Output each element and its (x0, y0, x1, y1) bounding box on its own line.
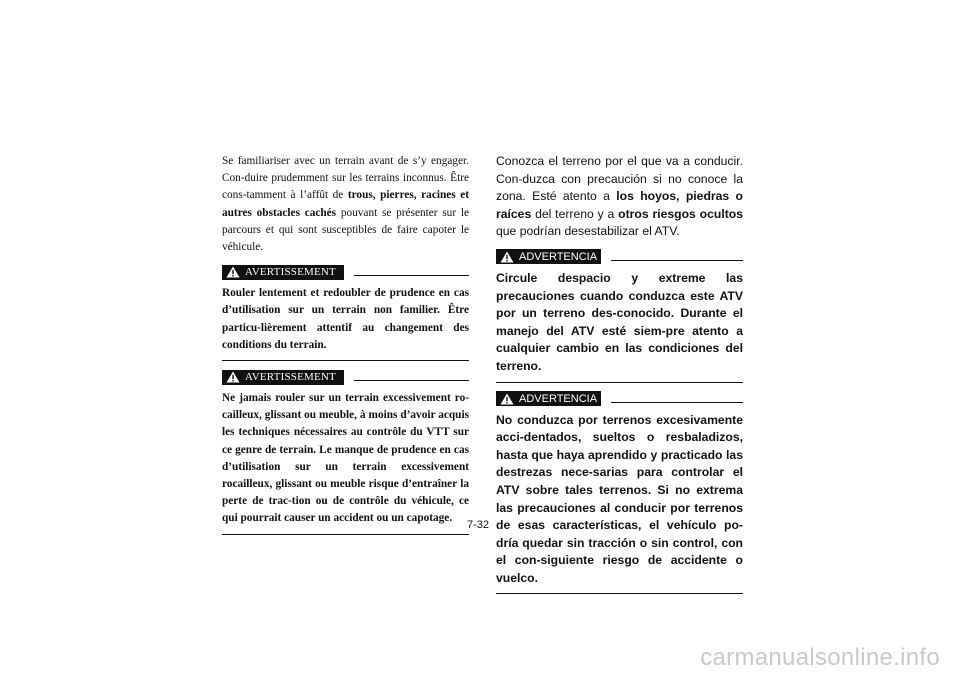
spanish-column (496, 153, 743, 594)
divider (222, 360, 469, 361)
spanish-warning-1-label: ADVERTENCIA (519, 250, 598, 263)
spanish-warning-1-text: Circule despacio y extreme las precauciones cuando conduzca este ATV por un terreno des-conocido. Durante el manejo del ATV esté siem-pre atento a cualquier cambio en las condiciones del terreno. (496, 270, 743, 373)
warning-triangle-icon (226, 371, 240, 383)
french-warning-2-badge (222, 370, 344, 385)
french-intro-emphasis: trous, pierres, racines et autres obstacles cachés (222, 189, 469, 219)
spanish-warning-1-badge (496, 249, 601, 264)
watermark: carmanualsonline.info (700, 644, 940, 671)
warning-triangle-icon (226, 266, 240, 278)
spanish-warning-2-text: No conduzca por terrenos excesivamente acci-dentados, sueltos o resbaladizos, hasta que haya aprendido y practicado las destrezas nece-sarias para controlar el ATV sobre tales terrenos. Si no extrema las precauciones al conducir por terrenos de esas características, el vehículo po-dría quedar sin tracción o sin control, con el con-siguiente riesgo de accidente o vuelco. (496, 412, 743, 585)
french-intro-paragraph (222, 153, 469, 256)
divider (354, 380, 469, 381)
spanish-intro-emphasis: los hoyos, piedras o raíces (496, 189, 743, 221)
spanish-intro-emphasis: otros riesgos ocultos (618, 206, 743, 221)
spanish-intro-part: que podrían desestabilizar el ATV. (496, 224, 680, 239)
divider (496, 382, 743, 383)
warning-triangle-icon (500, 251, 514, 263)
divider (611, 402, 743, 403)
spanish-warning-2-label: ADVERTENCIA (519, 392, 598, 405)
french-warning-2-text: Ne jamais rouler sur un terrain excessivement ro-cailleux, glissant ou meuble, à moins d’avoir acquis les techniques nécessaires au contrôle du VTT sur ce genre de terrain. Le manque de prudence en cas d’utilisation sur un terrain excessivement rocailleux, glissant ou meuble risque d’entraîner la perte de trac-tion ou de contrôle du véhicule, ce qui pourrait causer un accident ou un capotage. (222, 392, 469, 525)
french-warning-1-header (222, 264, 469, 280)
french-intro-part: pouvant se présenter sur le parcours et qui sont susceptibles de faire capoter le véhicule. (222, 206, 469, 254)
spanish-warning-2-header (496, 391, 743, 407)
divider (611, 260, 743, 261)
page-number: 7-32 (467, 519, 490, 531)
divider (496, 593, 743, 594)
spanish-intro-paragraph (496, 153, 743, 241)
warning-triangle-icon (500, 393, 514, 405)
french-warning-1-badge (222, 265, 344, 280)
french-intro-part: Se familiariser avec un terrain avant de s’y engager. Con-duire prudemment sur les terrains inconnus. Être cons-tamment à l’affût de (222, 155, 469, 202)
spanish-intro-part: Conozca el terreno por el que va a conducir. Con-duzca con precaución si no conoce la zona. Esté atento a (496, 154, 743, 204)
french-warning-2-header (222, 369, 469, 385)
french-column (222, 153, 469, 535)
spanish-warning-2-badge (496, 391, 601, 406)
french-warning-1-label: AVERTISSEMENT (245, 266, 336, 279)
divider (222, 534, 469, 535)
divider (354, 275, 469, 276)
spanish-intro-part: del terreno y a (531, 206, 619, 221)
spanish-warning-1-header (496, 249, 743, 265)
french-warning-1-text: Rouler lentement et redoubler de prudence en cas d’utilisation sur un terrain non familier. Être particu-lièrement attentif au changement des conditions du terrain. (222, 287, 469, 351)
french-warning-2-label: AVERTISSEMENT (245, 371, 336, 384)
